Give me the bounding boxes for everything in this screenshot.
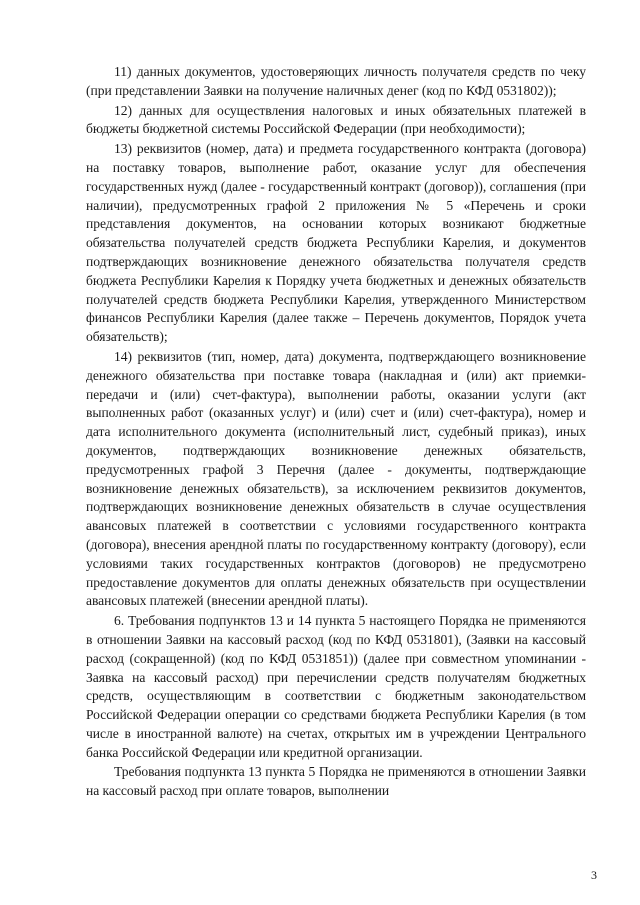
document-body [86, 63, 586, 801]
paragraph-clause-6-continuation: Требования подпункта 13 пункта 5 Порядка не применяются в отношении Заявки на кассовый расход при оплате товаров, выполнении [86, 764, 586, 799]
paragraph-clause-6: 6. Требования подпунктов 13 и 14 пункта 5 настоящего Порядка не применяются в отношении Заявки на кассовый расход (код по КФД 0531801), (Заявки на кассовый расход (сокращенной) (код по КФД 0531851)) (далее при совместном упоминании - Заявка на кассовый расход) при перечислении средств получателям бюджетных средств, осуществляющим в соответствии с бюджетным законодательством Российской Федерации операции со средствами бюджета Республики Карелия (в том числе в иностранной валюте) на счетах, открытых им в учреждении Центрального банка Российской Федерации или кредитной организации. [86, 613, 586, 760]
paragraph-item-14: 14) реквизитов (тип, номер, дата) документа, подтверждающего возникновение денежного обязательства при поставке товара (накладная и (или) акт приемки-передачи и (или) счет-фактура), выполнении работы, оказании услуги (акт выполненных работ (оказанных услуг) и (или) счет и (или) счет-фактура), номер и дата исполнительного документа (исполнительный лист, судебный приказ), иных документов, подтверждающих возникновение денежных обязательств, предусмотренных графой 3 Перечня (далее - документы, подтверждающие возникновение денежных обязательств), за исключением реквизитов документов, подтверждающих возникновение денежных обязательств в случае осуществления авансовых платежей в соответствии с условиями государственного контракта (договора), внесения арендной платы по государственному контракту (договору), если условиями таких государственных контрактов (договоров) не предусмотрено предоставление документов для оплаты денежных обязательств при осуществлении авансовых платежей (внесении арендной платы). [86, 348, 586, 609]
page-number: 3 [591, 868, 597, 882]
paragraph-item-13: 13) реквизитов (номер, дата) и предмета государственного контракта (договора) на поставку товаров, выполнение работ, оказание услуг для обеспечения государственных нужд (далее - государственный контракт (договор)), соглашения (при наличии), предусмотренных графой 2 приложения № 5 «Перечень и сроки представления документов, на основании которых возникают бюджетные обязательства получателей средств бюджета Республики Карелия, и документов подтверждающих возникновение денежного обязательства получателя средств бюджета Республики Карелия к Порядку учета бюджетных и денежных обязательств получателей средств бюджета Республики Карелия, утвержденного Министерством финансов Республики Карелия (далее также – Перечень документов, Порядок учета обязательств); [86, 141, 586, 345]
paragraph-item-11: 11) данных документов, удостоверяющих личность получателя средств по чеку (при представлении Заявки на получение наличных денег (код по КФД 0531802)); [86, 64, 586, 98]
paragraph-item-12: 12) данных для осуществления налоговых и иных обязательных платежей в бюджеты бюджетной системы Российской Федерации (при необходимости); [86, 102, 586, 137]
